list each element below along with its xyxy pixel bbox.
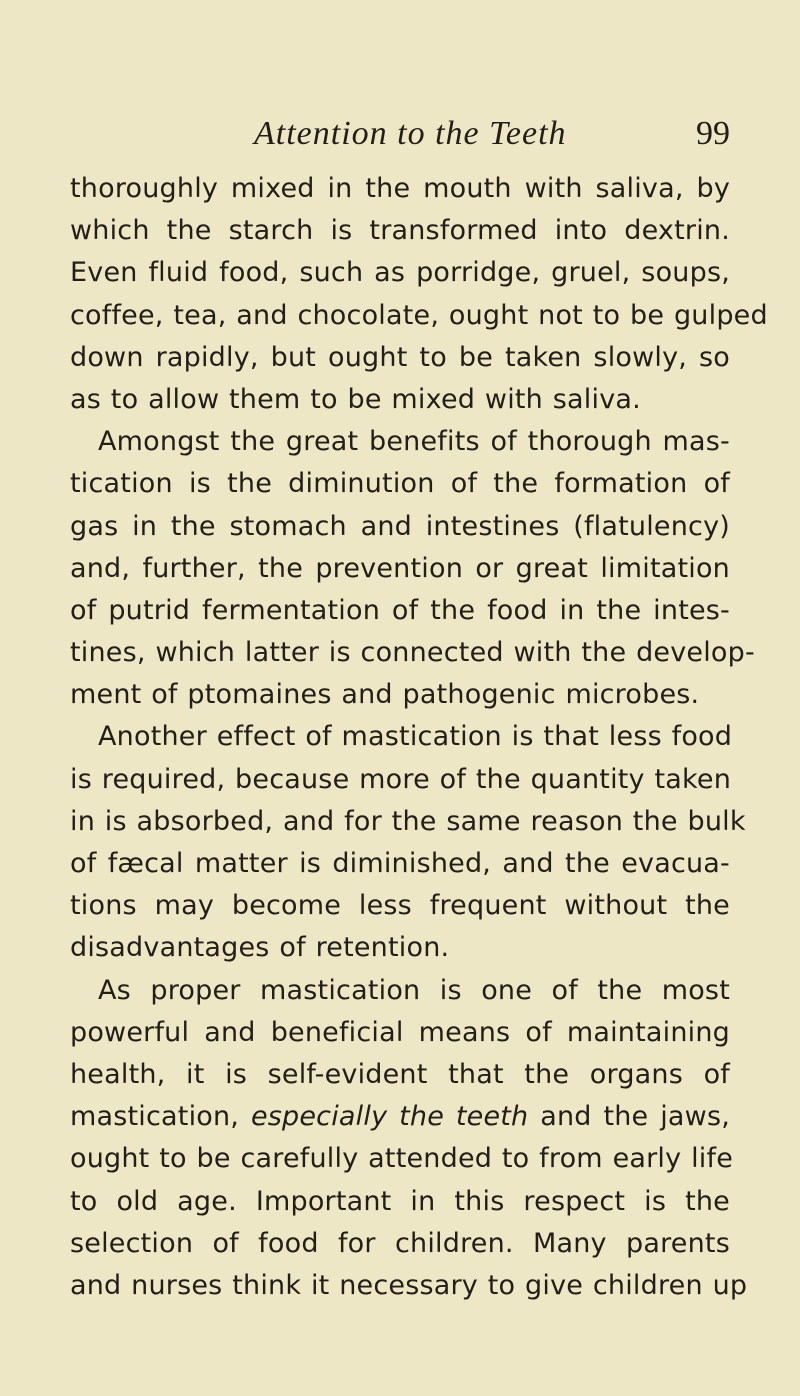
text-line: thoroughly mixed in the mouth with saliva, by	[70, 173, 730, 204]
text-line-with-emphasis	[70, 1096, 730, 1138]
text-line: gas in the stomach and intestines (flatulency)	[70, 510, 730, 542]
text-line: down rapidly, but ought to be taken slowly, so	[70, 341, 730, 373]
text-line: tines, which latter is connected with the develop-	[70, 637, 755, 669]
page-number: 99	[696, 115, 730, 152]
text-line: ought to be carefully attended to from early life	[70, 1143, 734, 1175]
text-line: tions may become less frequent without the	[70, 890, 730, 922]
paragraph	[70, 970, 748, 1308]
paragraph	[70, 716, 746, 969]
text-line: disadvantages of retention.	[70, 932, 450, 964]
text-line: coffee, tea, and chocolate, ought not to be gulped	[70, 299, 768, 331]
text-line: powerful and beneficial means of maintaining	[70, 1016, 730, 1048]
running-header	[70, 112, 730, 156]
text-line: in is absorbed, and for the same reason the bulk	[70, 805, 746, 837]
text-line: Amongst the great benefits of thorough mas-	[98, 426, 730, 458]
text-line: Another effect of mastication is that less food	[98, 721, 733, 753]
text-line: health, it is self-evident that the organs of	[70, 1058, 730, 1090]
text-line: and nurses think it necessary to give children up	[70, 1269, 748, 1301]
text-line: as to allow them to be mixed with saliva.	[70, 383, 641, 415]
text-fragment: mastication,	[70, 1101, 251, 1133]
text-fragment: and the jaws,	[528, 1101, 730, 1133]
text-line: tication is the diminution of the formation of	[70, 468, 730, 500]
text-line: As proper mastication is one of the most	[98, 974, 730, 1006]
text-line: Even fluid food, such as porridge, gruel, soups,	[70, 257, 730, 289]
body-text	[70, 168, 768, 1307]
running-head-title: Attention to the Teeth	[254, 115, 567, 152]
text-line: is required, because more of the quantity taken	[70, 763, 732, 795]
text-line: to old age. Important in this respect is the	[70, 1185, 730, 1217]
text-line: and, further, the prevention or great limitation	[70, 552, 730, 584]
text-line: which the starch is transformed into dextrin.	[70, 215, 730, 247]
text-line: of putrid fermentation of the food in the intes-	[70, 594, 730, 626]
text-line: selection of food for children. Many parents	[70, 1227, 730, 1259]
paragraph	[70, 421, 755, 716]
text-line: of fæcal matter is diminished, and the evacua-	[70, 848, 730, 879]
emphasized-text: especially the teeth	[250, 1101, 529, 1133]
paragraph	[70, 168, 768, 421]
text-line: ment of ptomaines and pathogenic microbes.	[70, 679, 700, 711]
